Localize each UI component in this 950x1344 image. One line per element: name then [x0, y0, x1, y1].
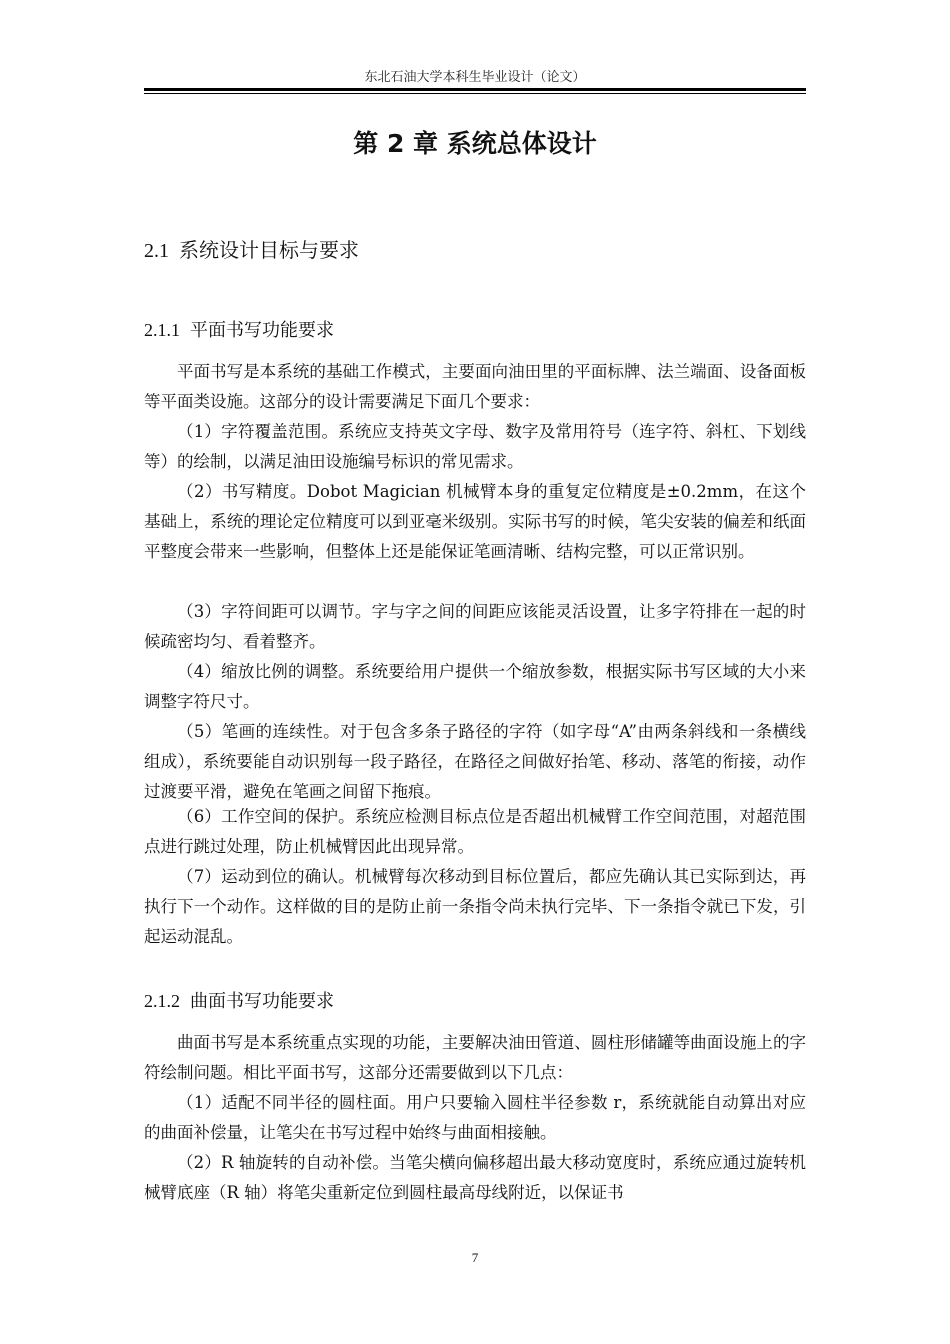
- subsection-number: 2.1.1: [144, 320, 180, 340]
- paragraph: （6）工作空间的保护。系统应检测目标点位是否超出机械臂工作空间范围，对超范围点进行跳过处理，防止机械臂因此出现异常。: [144, 807, 806, 856]
- subsection-heading-2-1-1: [144, 316, 334, 342]
- section-number: 2.1: [144, 240, 169, 262]
- subsection-heading-2-1-2: [144, 987, 334, 1013]
- subsection-title: 平面书写功能要求: [190, 320, 334, 341]
- section-title: 系统设计目标与要求: [179, 238, 359, 262]
- chapter-title: 第 2 章 系统总体设计: [353, 129, 597, 158]
- header-rule-thin: [144, 93, 806, 94]
- section-heading-2-1: [144, 234, 359, 263]
- paragraph: （2）R 轴旋转的自动补偿。当笔尖横向偏移超出最大移动宽度时，系统应通过旋转机械臂底座（R 轴）将笔尖重新定位到圆柱最高母线附近，以保证书: [144, 1153, 806, 1202]
- paragraph: （7）运动到位的确认。机械臂每次移动到目标位置后，都应先确认其已实际到达，再执行下一个动作。这样做的目的是防止前一条指令尚未执行完毕、下一条指令就已下发，引起运动混乱。: [144, 867, 806, 946]
- paragraph: （1）字符覆盖范围。系统应支持英文字母、数字及常用符号（连字符、斜杠、下划线等）的绘制，以满足油田设施编号标识的常见需求。: [144, 422, 806, 471]
- paragraph: 曲面书写是本系统重点实现的功能，主要解决油田管道、圆柱形储罐等曲面设施上的字符绘制问题。相比平面书写，这部分还需要做到以下几点：: [144, 1033, 806, 1082]
- header-rule-thick: [144, 88, 806, 91]
- paragraph: （3）字符间距可以调节。字与字之间的间距应该能灵活设置，让多字符排在一起的时候疏密均匀、看着整齐。: [144, 602, 806, 651]
- paragraph: （2）书写精度。Dobot Magician 机械臂本身的重复定位精度是±0.2mm，在这个基础上，系统的理论定位精度可以到亚毫米级别。实际书写的时候，笔尖安装的偏差和纸面平整度会带来一些影响，但整体上还是能保证笔画清晰、结构完整，可以正常识别。: [144, 482, 806, 561]
- paragraph: （4）缩放比例的调整。系统要给用户提供一个缩放参数，根据实际书写区域的大小来调整字符尺寸。: [144, 662, 806, 711]
- paragraph: 平面书写是本系统的基础工作模式，主要面向油田里的平面标牌、法兰端面、设备面板等平面类设施。这部分的设计需要满足下面几个要求：: [144, 362, 806, 411]
- subsection-title: 曲面书写功能要求: [190, 991, 334, 1012]
- subsection-number: 2.1.2: [144, 991, 180, 1011]
- page-number: 7: [471, 1250, 479, 1265]
- paragraph: （1）适配不同半径的圆柱面。用户只要输入圆柱半径参数 r，系统就能自动算出对应的曲面补偿量，让笔尖在书写过程中始终与曲面相接触。: [144, 1093, 806, 1142]
- paragraph: （5）笔画的连续性。对于包含多条子路径的字符（如字母“A”由两条斜线和一条横线组成），系统要能自动识别每一段子路径，在路径之间做好抬笔、移动、落笔的衔接，动作过渡要平滑，避免在笔画之间留下拖痕。: [144, 722, 806, 801]
- running-header: 东北石油大学本科生毕业设计（论文）: [364, 70, 586, 85]
